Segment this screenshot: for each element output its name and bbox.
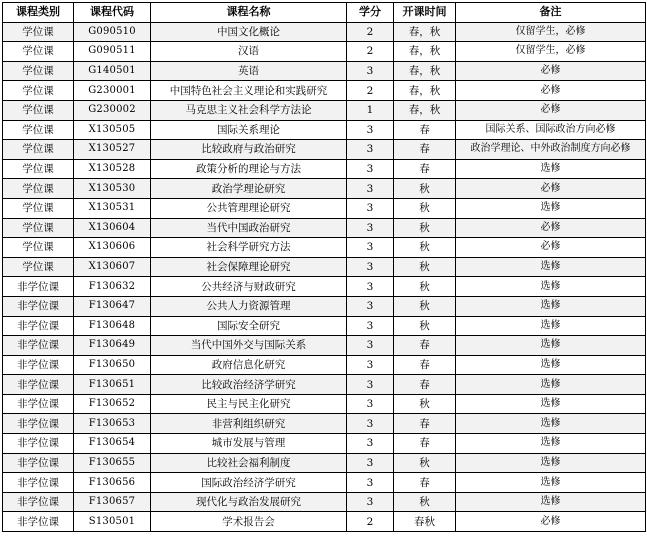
cell-term: 春 bbox=[394, 355, 456, 375]
cell-code: F130652 bbox=[74, 394, 151, 414]
cell-code: X130530 bbox=[74, 179, 151, 199]
cell-code: S130501 bbox=[74, 512, 151, 532]
cell-notes: 选修 bbox=[456, 198, 646, 218]
cell-code: F130651 bbox=[74, 375, 151, 395]
cell-credits: 3 bbox=[347, 179, 394, 199]
cell-name: 政策分析的理论与方法 bbox=[151, 159, 347, 179]
cell-term: 秋 bbox=[394, 394, 456, 414]
table-row bbox=[3, 296, 646, 316]
cell-category: 学位课 bbox=[3, 198, 74, 218]
table-row bbox=[3, 473, 646, 493]
cell-term: 秋 bbox=[394, 238, 456, 258]
cell-notes: 必修 bbox=[456, 81, 646, 101]
cell-notes: 选修 bbox=[456, 492, 646, 512]
cell-category: 学位课 bbox=[3, 218, 74, 238]
table-row bbox=[3, 277, 646, 297]
cell-category: 学位课 bbox=[3, 22, 74, 42]
table-row bbox=[3, 218, 646, 238]
cell-code: G140501 bbox=[74, 61, 151, 81]
cell-term: 春 bbox=[394, 473, 456, 493]
cell-credits: 2 bbox=[347, 42, 394, 62]
cell-credits: 3 bbox=[347, 257, 394, 277]
cell-credits: 3 bbox=[347, 238, 394, 258]
cell-category: 学位课 bbox=[3, 159, 74, 179]
cell-term: 春 bbox=[394, 375, 456, 395]
cell-code: X130607 bbox=[74, 257, 151, 277]
table-row bbox=[3, 316, 646, 336]
cell-term: 春，秋 bbox=[394, 42, 456, 62]
cell-notes: 选修 bbox=[456, 277, 646, 297]
cell-term: 秋 bbox=[394, 257, 456, 277]
cell-code: F130647 bbox=[74, 296, 151, 316]
cell-term: 秋 bbox=[394, 198, 456, 218]
cell-name: 英语 bbox=[151, 61, 347, 81]
cell-term: 春 bbox=[394, 159, 456, 179]
cell-credits: 3 bbox=[347, 120, 394, 140]
table-row bbox=[3, 238, 646, 258]
cell-notes: 必修 bbox=[456, 238, 646, 258]
cell-notes: 选修 bbox=[456, 257, 646, 277]
cell-category: 非学位课 bbox=[3, 512, 74, 532]
cell-name: 政治学理论研究 bbox=[151, 179, 347, 199]
cell-name: 比较政府与政治研究 bbox=[151, 140, 347, 160]
cell-name: 马克思主义社会科学方法论 bbox=[151, 100, 347, 120]
cell-notes: 选修 bbox=[456, 296, 646, 316]
cell-name: 学术报告会 bbox=[151, 512, 347, 532]
cell-term: 秋 bbox=[394, 277, 456, 297]
cell-name: 社会科学研究方法 bbox=[151, 238, 347, 258]
header-notes: 备注 bbox=[456, 3, 646, 23]
cell-category: 学位课 bbox=[3, 140, 74, 160]
cell-notes: 选修 bbox=[456, 316, 646, 336]
table-row bbox=[3, 42, 646, 62]
cell-credits: 3 bbox=[347, 218, 394, 238]
cell-category: 非学位课 bbox=[3, 277, 74, 297]
header-category: 课程类别 bbox=[3, 3, 74, 23]
cell-name: 当代中国外交与国际关系 bbox=[151, 336, 347, 356]
cell-name: 汉语 bbox=[151, 42, 347, 62]
cell-credits: 3 bbox=[347, 414, 394, 434]
table-row bbox=[3, 512, 646, 532]
cell-credits: 3 bbox=[347, 453, 394, 473]
cell-name: 民主与民主化研究 bbox=[151, 394, 347, 414]
cell-notes: 政治学理论、中外政治制度方向必修 bbox=[456, 140, 646, 160]
cell-category: 学位课 bbox=[3, 61, 74, 81]
cell-code: X130527 bbox=[74, 140, 151, 160]
cell-name: 国际政治经济学研究 bbox=[151, 473, 347, 493]
cell-term: 秋 bbox=[394, 492, 456, 512]
cell-name: 政府信息化研究 bbox=[151, 355, 347, 375]
table-row bbox=[3, 394, 646, 414]
cell-term: 春秋 bbox=[394, 512, 456, 532]
cell-code: X130528 bbox=[74, 159, 151, 179]
table-row bbox=[3, 100, 646, 120]
cell-code: F130655 bbox=[74, 453, 151, 473]
cell-category: 非学位课 bbox=[3, 414, 74, 434]
cell-notes: 必修 bbox=[456, 512, 646, 532]
cell-category: 学位课 bbox=[3, 100, 74, 120]
cell-category: 非学位课 bbox=[3, 336, 74, 356]
cell-category: 学位课 bbox=[3, 120, 74, 140]
header-credits: 学分 bbox=[347, 3, 394, 23]
cell-term: 春 bbox=[394, 336, 456, 356]
cell-notes: 选修 bbox=[456, 473, 646, 493]
cell-category: 非学位课 bbox=[3, 375, 74, 395]
cell-notes: 选修 bbox=[456, 355, 646, 375]
cell-credits: 3 bbox=[347, 336, 394, 356]
cell-notes: 必修 bbox=[456, 179, 646, 199]
cell-category: 非学位课 bbox=[3, 394, 74, 414]
table-row bbox=[3, 159, 646, 179]
cell-name: 公共管理理论研究 bbox=[151, 198, 347, 218]
table-row bbox=[3, 179, 646, 199]
cell-category: 学位课 bbox=[3, 257, 74, 277]
cell-category: 非学位课 bbox=[3, 453, 74, 473]
cell-code: X130531 bbox=[74, 198, 151, 218]
cell-category: 非学位课 bbox=[3, 316, 74, 336]
cell-code: F130649 bbox=[74, 336, 151, 356]
header-name: 课程名称 bbox=[151, 3, 347, 23]
header-code: 课程代码 bbox=[74, 3, 151, 23]
cell-notes: 必修 bbox=[456, 218, 646, 238]
cell-credits: 3 bbox=[347, 140, 394, 160]
cell-notes: 选修 bbox=[456, 414, 646, 434]
cell-category: 学位课 bbox=[3, 179, 74, 199]
cell-name: 公共经济与财政研究 bbox=[151, 277, 347, 297]
cell-category: 非学位课 bbox=[3, 355, 74, 375]
table-row bbox=[3, 61, 646, 81]
cell-category: 非学位课 bbox=[3, 296, 74, 316]
cell-notes: 仅留学生，必修 bbox=[456, 22, 646, 42]
cell-name: 比较政治经济学研究 bbox=[151, 375, 347, 395]
table-row bbox=[3, 140, 646, 160]
cell-code: X130606 bbox=[74, 238, 151, 258]
table-row bbox=[3, 81, 646, 101]
cell-credits: 3 bbox=[347, 394, 394, 414]
cell-term: 春，秋 bbox=[394, 81, 456, 101]
cell-term: 秋 bbox=[394, 316, 456, 336]
cell-code: F130650 bbox=[74, 355, 151, 375]
cell-code: X130604 bbox=[74, 218, 151, 238]
cell-credits: 2 bbox=[347, 22, 394, 42]
cell-credits: 3 bbox=[347, 316, 394, 336]
cell-category: 学位课 bbox=[3, 238, 74, 258]
cell-code: F130648 bbox=[74, 316, 151, 336]
cell-category: 非学位课 bbox=[3, 434, 74, 454]
table-body bbox=[3, 22, 646, 531]
cell-notes: 国际关系、国际政治方向必修 bbox=[456, 120, 646, 140]
cell-code: G090510 bbox=[74, 22, 151, 42]
cell-term: 秋 bbox=[394, 296, 456, 316]
header-term: 开课时间 bbox=[394, 3, 456, 23]
cell-notes: 选修 bbox=[456, 159, 646, 179]
cell-term: 春 bbox=[394, 434, 456, 454]
cell-category: 学位课 bbox=[3, 42, 74, 62]
cell-notes: 必修 bbox=[456, 100, 646, 120]
table-row bbox=[3, 198, 646, 218]
cell-code: F130656 bbox=[74, 473, 151, 493]
cell-code: F130653 bbox=[74, 414, 151, 434]
table-row bbox=[3, 336, 646, 356]
cell-credits: 3 bbox=[347, 375, 394, 395]
cell-name: 中国特色社会主义理论和实践研究 bbox=[151, 81, 347, 101]
course-table bbox=[2, 2, 646, 532]
cell-credits: 3 bbox=[347, 473, 394, 493]
cell-name: 社会保障理论研究 bbox=[151, 257, 347, 277]
cell-term: 春，秋 bbox=[394, 22, 456, 42]
table-row bbox=[3, 453, 646, 473]
cell-credits: 2 bbox=[347, 512, 394, 532]
cell-term: 秋 bbox=[394, 218, 456, 238]
cell-name: 国际安全研究 bbox=[151, 316, 347, 336]
cell-notes: 选修 bbox=[456, 394, 646, 414]
cell-credits: 3 bbox=[347, 277, 394, 297]
cell-credits: 3 bbox=[347, 355, 394, 375]
cell-notes: 选修 bbox=[456, 453, 646, 473]
cell-credits: 3 bbox=[347, 61, 394, 81]
cell-credits: 3 bbox=[347, 198, 394, 218]
cell-term: 春，秋 bbox=[394, 61, 456, 81]
table-header-row bbox=[3, 3, 646, 23]
cell-category: 学位课 bbox=[3, 81, 74, 101]
cell-category: 非学位课 bbox=[3, 492, 74, 512]
table-row bbox=[3, 375, 646, 395]
cell-notes: 选修 bbox=[456, 375, 646, 395]
table-row bbox=[3, 22, 646, 42]
cell-name: 国际关系理论 bbox=[151, 120, 347, 140]
cell-code: X130505 bbox=[74, 120, 151, 140]
cell-category: 非学位课 bbox=[3, 473, 74, 493]
cell-term: 春 bbox=[394, 414, 456, 434]
cell-name: 非营利组织研究 bbox=[151, 414, 347, 434]
cell-notes: 仅留学生，必修 bbox=[456, 42, 646, 62]
table-row bbox=[3, 414, 646, 434]
cell-name: 城市发展与管理 bbox=[151, 434, 347, 454]
cell-notes: 选修 bbox=[456, 336, 646, 356]
cell-code: F130654 bbox=[74, 434, 151, 454]
cell-name: 中国文化概论 bbox=[151, 22, 347, 42]
cell-code: G230001 bbox=[74, 81, 151, 101]
cell-notes: 必修 bbox=[456, 61, 646, 81]
cell-term: 春 bbox=[394, 120, 456, 140]
cell-name: 比较社会福利制度 bbox=[151, 453, 347, 473]
cell-credits: 3 bbox=[347, 296, 394, 316]
cell-credits: 3 bbox=[347, 434, 394, 454]
cell-term: 秋 bbox=[394, 453, 456, 473]
cell-code: G230002 bbox=[74, 100, 151, 120]
cell-term: 春，秋 bbox=[394, 100, 456, 120]
cell-term: 春 bbox=[394, 140, 456, 160]
cell-credits: 3 bbox=[347, 492, 394, 512]
table-row bbox=[3, 434, 646, 454]
table-row bbox=[3, 120, 646, 140]
cell-credits: 2 bbox=[347, 81, 394, 101]
table-row bbox=[3, 355, 646, 375]
cell-term: 秋 bbox=[394, 179, 456, 199]
cell-credits: 3 bbox=[347, 159, 394, 179]
cell-code: F130657 bbox=[74, 492, 151, 512]
cell-code: G090511 bbox=[74, 42, 151, 62]
table-row bbox=[3, 492, 646, 512]
cell-credits: 1 bbox=[347, 100, 394, 120]
cell-name: 公共人力资源管理 bbox=[151, 296, 347, 316]
table-row bbox=[3, 257, 646, 277]
cell-code: F130632 bbox=[74, 277, 151, 297]
cell-notes: 选修 bbox=[456, 434, 646, 454]
cell-name: 当代中国政治研究 bbox=[151, 218, 347, 238]
cell-name: 现代化与政治发展研究 bbox=[151, 492, 347, 512]
